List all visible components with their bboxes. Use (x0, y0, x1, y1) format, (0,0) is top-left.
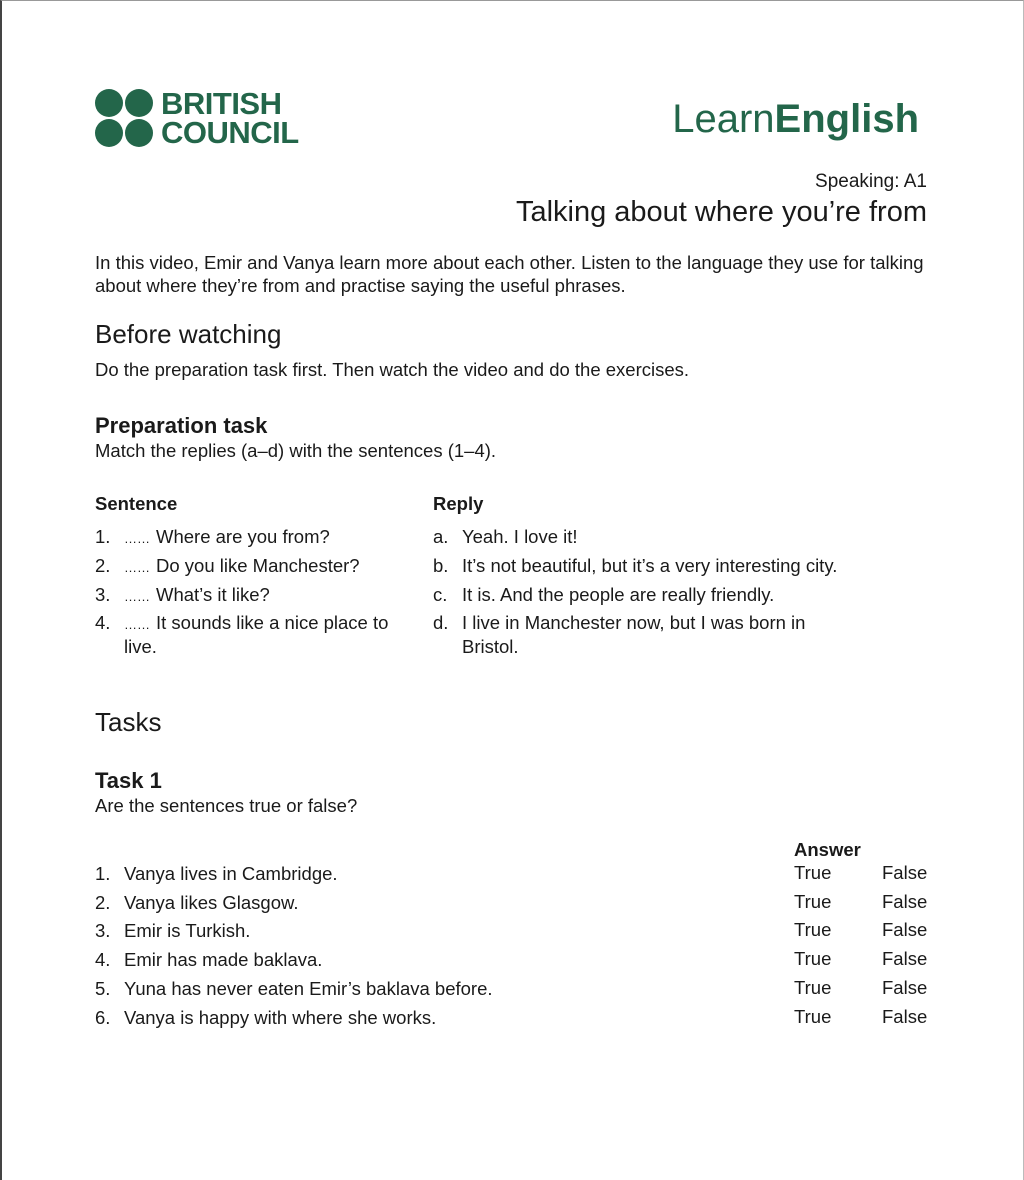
before-watching-heading: Before watching (95, 319, 282, 349)
tasks-heading: Tasks (95, 707, 162, 737)
reply-item: a. Yeah. I love it! (433, 526, 578, 547)
answer-blank[interactable]: …… (124, 589, 150, 604)
answer-blank[interactable]: …… (124, 531, 150, 546)
task-item: 5. Yuna has never eaten Emir’s baklava before. (95, 978, 493, 999)
sentence-item: 4. …… It sounds like a nice place to live. (95, 612, 389, 657)
preparation-heading: Preparation task (95, 413, 268, 438)
sentence-item: 2. …… Do you like Manchester? (95, 555, 360, 576)
brand-learn: Learn (672, 97, 775, 141)
logo-line-council: COUNCIL (161, 115, 299, 150)
logo-dots-icon (95, 89, 155, 147)
task-item: 2. Vanya likes Glasgow. (95, 892, 299, 913)
true-option[interactable]: True (794, 1006, 832, 1027)
false-option[interactable]: False (882, 948, 928, 969)
answer-blank[interactable]: …… (124, 560, 150, 575)
task-item: 1. Vanya lives in Cambridge. (95, 863, 338, 884)
false-option[interactable]: False (882, 1006, 928, 1027)
sentence-column-header: Sentence (95, 493, 178, 514)
sentence-item: 3. …… What’s it like? (95, 584, 270, 605)
false-option[interactable]: False (882, 919, 928, 940)
intro-paragraph: In this video, Emir and Vanya learn more about each other. Listen to the language they use for talking about where they’re from and practise saying the useful phrases. (95, 252, 924, 296)
true-option[interactable]: True (794, 948, 832, 969)
british-council-logo (95, 86, 299, 150)
brand-english: English (774, 97, 919, 141)
reply-column-header: Reply (433, 493, 484, 514)
true-option[interactable]: True (794, 862, 832, 883)
false-option[interactable]: False (882, 977, 928, 998)
reply-item: c. It is. And the people are really friendly. (433, 584, 775, 605)
level-label: Speaking: A1 (815, 171, 927, 192)
page-title: Talking about where you’re from (515, 196, 927, 228)
task-item: 3. Emir is Turkish. (95, 920, 251, 941)
reply-item: b. It’s not beautiful, but it’s a very interesting city. (433, 555, 838, 576)
before-watching-text: Do the preparation task first. Then watch the video and do the exercises. (95, 359, 690, 380)
false-option[interactable]: False (882, 891, 928, 912)
false-option[interactable]: False (882, 862, 928, 883)
true-option[interactable]: True (794, 919, 832, 940)
reply-item: d. I live in Manchester now, but I was born in Bristol. (433, 612, 806, 657)
task-item: 6. Vanya is happy with where she works. (95, 1007, 437, 1028)
true-option[interactable]: True (794, 891, 832, 912)
preparation-instruction: Match the replies (a–d) with the sentences (1–4). (95, 440, 497, 461)
answer-blank[interactable]: …… (124, 617, 150, 632)
task1-heading: Task 1 (95, 768, 162, 793)
logo-line-british: BRITISH (161, 86, 282, 121)
answer-column-header: Answer (794, 839, 861, 860)
true-option[interactable]: True (794, 977, 832, 998)
learnenglish-logo (672, 97, 919, 142)
task1-instruction: Are the sentences true or false? (95, 795, 358, 816)
sentence-item: 1. …… Where are you from? (95, 526, 330, 547)
task-item: 4. Emir has made baklava. (95, 949, 323, 970)
